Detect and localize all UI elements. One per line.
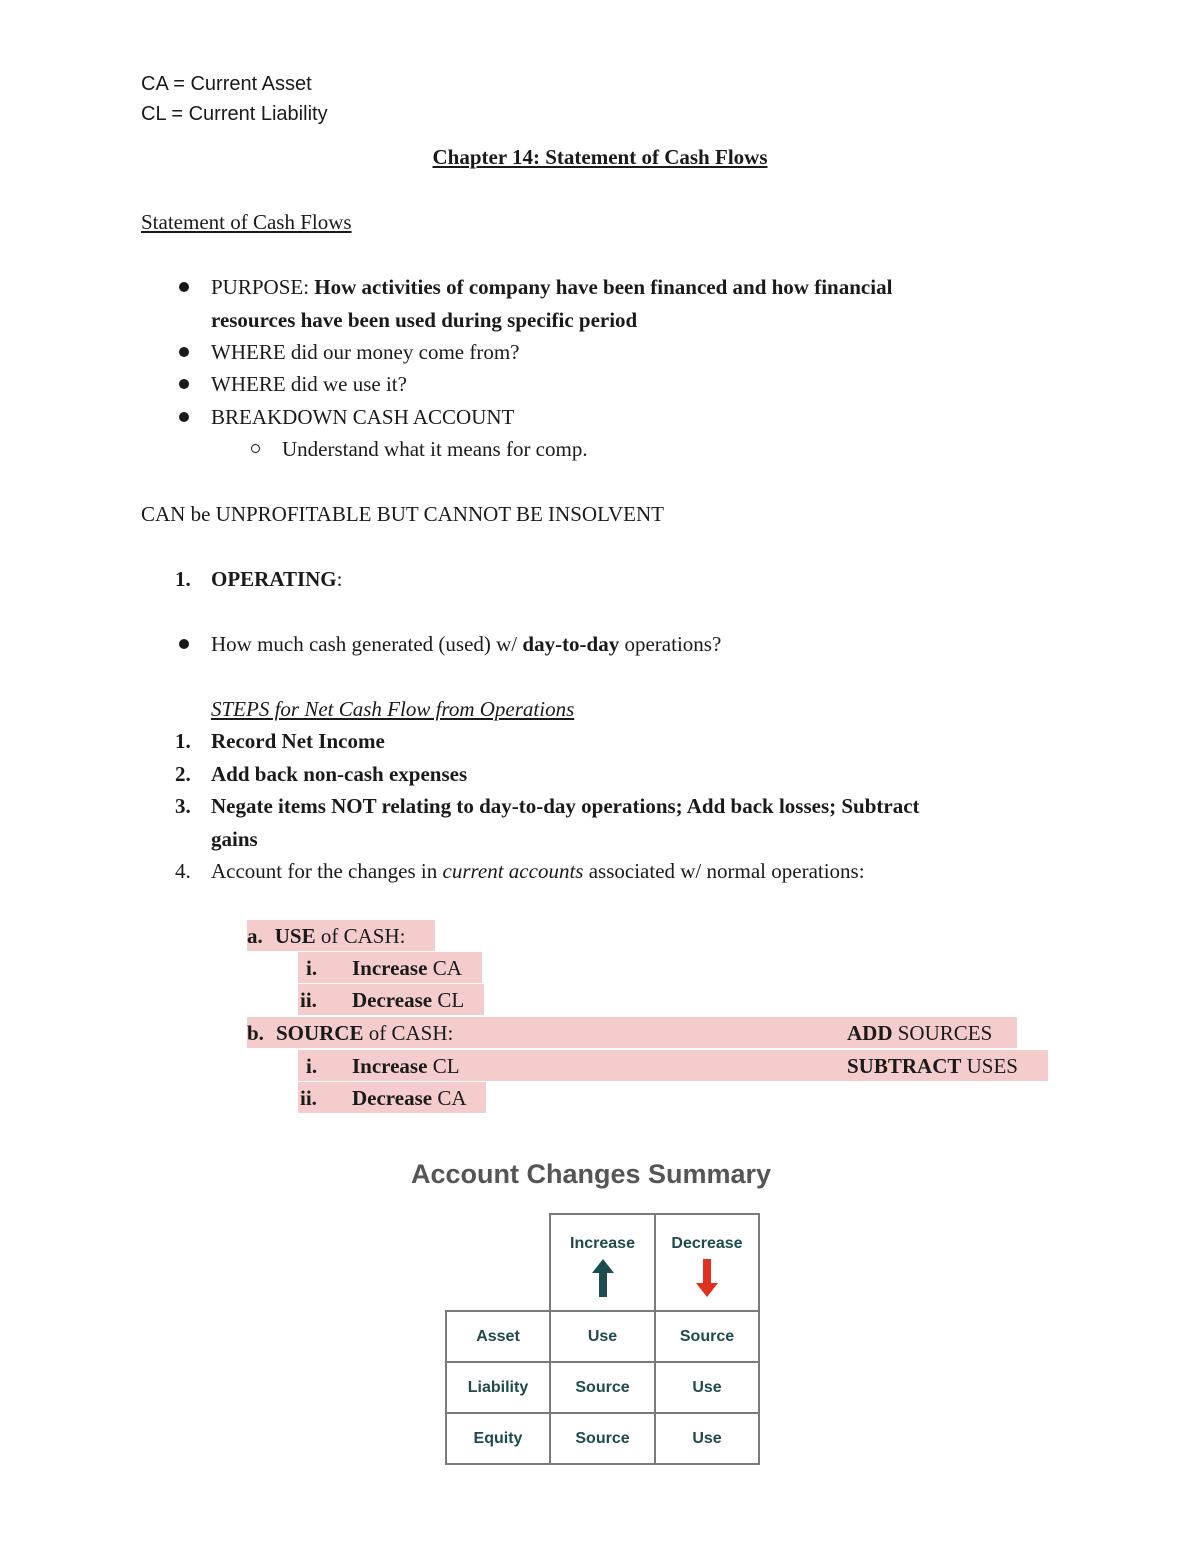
step-text-continued: gains xyxy=(211,827,258,851)
decrease-rest: CA xyxy=(432,1086,467,1110)
source-of-cash xyxy=(247,1017,453,1049)
step-number: 3. xyxy=(175,794,191,818)
operating-colon: : xyxy=(336,567,343,591)
increase-rest: CA xyxy=(427,956,462,980)
add-bold: ADD xyxy=(847,1021,893,1045)
increase-cl xyxy=(352,1050,460,1082)
bullet-icon xyxy=(179,639,189,649)
question-bold: day-to-day xyxy=(522,632,620,656)
where-from-text: WHERE did our money come from? xyxy=(211,340,520,364)
step-text: Negate items NOT relating to day-to-day operations; Add back losses; Subtract xyxy=(211,794,920,818)
step-text: Add back non-cash expenses xyxy=(211,762,468,786)
source-bold: SOURCE xyxy=(275,1021,364,1045)
row-label: Equity xyxy=(445,1412,551,1465)
decrease-bold: Decrease xyxy=(352,1086,433,1110)
step-4-italic: current accounts xyxy=(442,859,584,883)
use-rest: of CASH: xyxy=(315,924,406,948)
step-number: 4. xyxy=(175,859,191,883)
down-arrow-icon xyxy=(696,1259,718,1297)
increase-bold: Increase xyxy=(352,956,428,980)
step-text: Record Net Income xyxy=(211,729,385,753)
source-letter: b. xyxy=(247,1021,264,1045)
cell-decrease: Use xyxy=(654,1412,760,1465)
decrease-label: Decrease xyxy=(671,1235,743,1252)
purpose-text-1: How activities of company have been financed and how financial xyxy=(314,275,893,299)
bullet-icon xyxy=(179,412,189,422)
sub-number: i. xyxy=(306,1054,318,1078)
where-use-text: WHERE did we use it? xyxy=(211,372,407,396)
step-number: 1. xyxy=(175,729,191,753)
hollow-bullet-icon xyxy=(251,444,260,453)
source-rest: of CASH: xyxy=(363,1021,454,1045)
step-number: 2. xyxy=(175,762,191,786)
step-4-post: associated w/ normal operations: xyxy=(583,859,865,883)
bullet-icon xyxy=(179,347,189,357)
decrease-cl xyxy=(352,984,464,1016)
purpose-prefix: PURPOSE: xyxy=(211,275,315,299)
bullet-icon xyxy=(179,282,189,292)
operating-heading xyxy=(211,563,342,595)
cell-increase: Source xyxy=(549,1412,656,1465)
cell-increase: Source xyxy=(549,1361,656,1414)
subtract-uses xyxy=(847,1050,1018,1082)
row-label: Liability xyxy=(445,1361,551,1414)
breakdown-text: BREAKDOWN CASH ACCOUNT xyxy=(211,405,515,429)
purpose-text-2: resources have been used during specific period xyxy=(211,308,638,332)
increase-bold: Increase xyxy=(352,1054,428,1078)
header-decrease xyxy=(654,1213,760,1312)
sub-number: ii. xyxy=(300,988,317,1012)
decrease-ca xyxy=(352,1082,467,1114)
understand-text: Understand what it means for comp. xyxy=(282,437,588,461)
question-pre: How much cash generated (used) w/ xyxy=(211,632,523,656)
decrease-bold: Decrease xyxy=(352,988,433,1012)
insolvent-statement: CAN be UNPROFITABLE BUT CANNOT BE INSOLVENT xyxy=(141,502,664,526)
add-rest: SOURCES xyxy=(892,1021,993,1045)
purpose-line xyxy=(211,271,892,303)
question-post: operations? xyxy=(619,632,722,656)
operating-question xyxy=(211,628,721,660)
summary-title: Account Changes Summary xyxy=(410,1159,772,1189)
sub-number: i. xyxy=(306,956,318,980)
step-4-text xyxy=(211,855,865,887)
use-letter: a. xyxy=(247,924,263,948)
sub-number: ii. xyxy=(300,1086,317,1110)
header-increase xyxy=(549,1213,656,1312)
cell-increase: Use xyxy=(549,1310,656,1363)
use-of-cash xyxy=(247,920,405,952)
page-title: Chapter 14: Statement of Cash Flows xyxy=(432,145,768,169)
increase-rest: CL xyxy=(427,1054,460,1078)
bullet-icon xyxy=(179,379,189,389)
section-heading: Statement of Cash Flows xyxy=(141,210,352,234)
subtract-bold: SUBTRACT xyxy=(847,1054,962,1078)
decrease-rest: CL xyxy=(432,988,465,1012)
step-4-pre: Account for the changes in xyxy=(211,859,443,883)
up-arrow-icon xyxy=(592,1259,614,1297)
definition-cl: CL = Current Liability xyxy=(141,103,328,125)
steps-heading: STEPS for Net Cash Flow from Operations xyxy=(211,697,575,721)
operating-label: OPERATING xyxy=(211,567,337,591)
row-label: Asset xyxy=(445,1310,551,1363)
increase-ca xyxy=(352,952,462,984)
cell-decrease: Use xyxy=(654,1361,760,1414)
subtract-rest: USES xyxy=(961,1054,1018,1078)
use-bold: USE xyxy=(274,924,316,948)
cell-decrease: Source xyxy=(654,1310,760,1363)
add-sources xyxy=(847,1017,992,1049)
increase-label: Increase xyxy=(570,1235,635,1252)
operating-number: 1. xyxy=(175,567,191,591)
definition-ca: CA = Current Asset xyxy=(141,73,312,95)
